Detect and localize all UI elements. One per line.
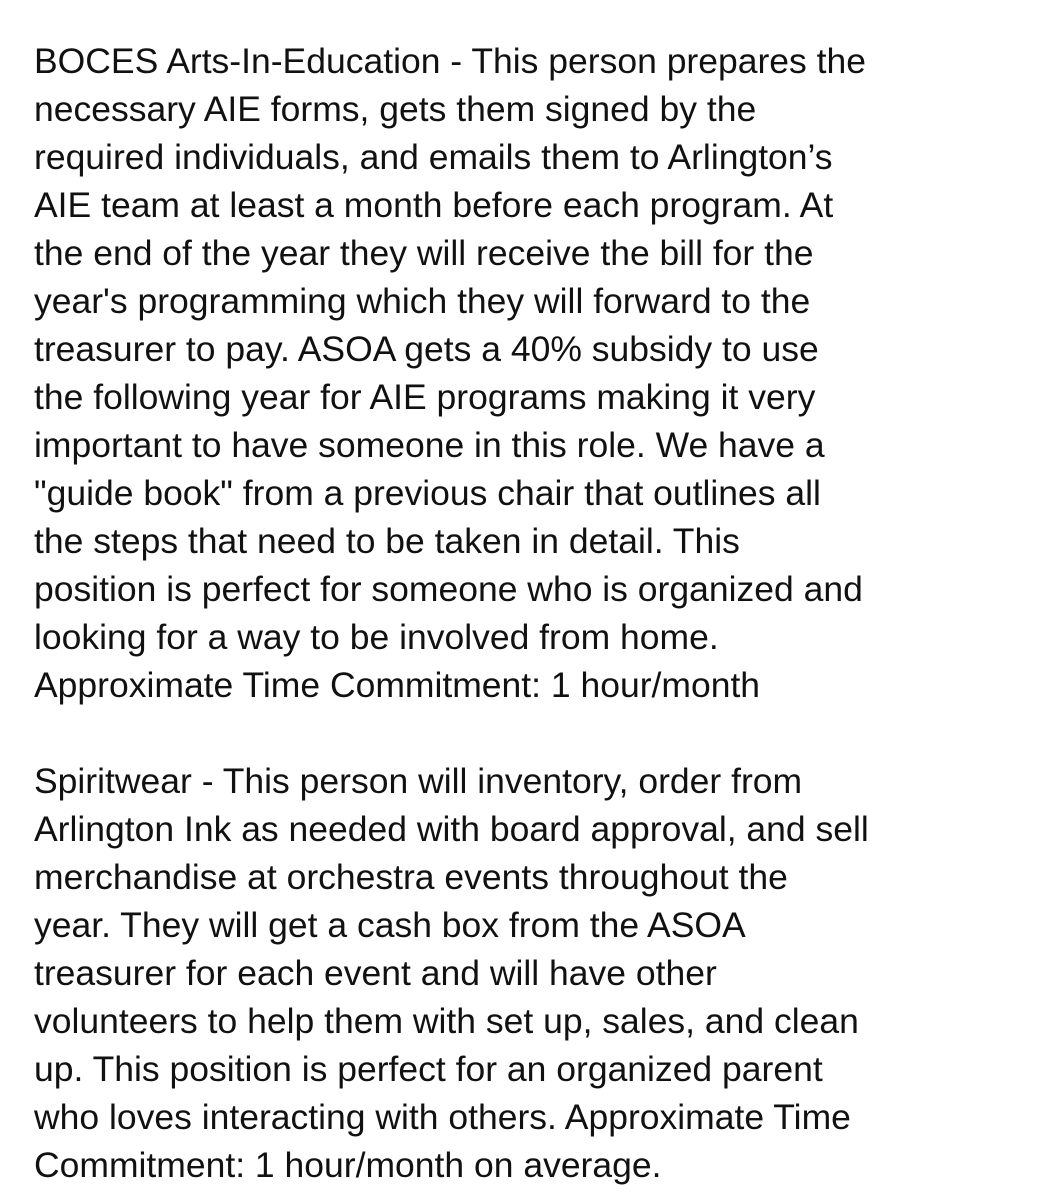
text-line: AIE team at least a month before each program. At [34,185,834,225]
text-line: the steps that need to be taken in detail. This [34,521,740,561]
text-line: BOCES Arts-In-Education - This person prepares the [34,41,867,81]
text-line: position is perfect for someone who is organized and [34,569,863,609]
text-line: "guide book" from a previous chair that outlines all [34,473,821,513]
text-line: the following year for AIE programs making it very [34,377,816,417]
text-line: up. This position is perfect for an organized parent [34,1049,823,1089]
text-line: important to have someone in this role. We have a [34,425,825,465]
note-document [34,37,1024,1189]
text-line: required individuals, and emails them to Arlington’s [34,137,833,177]
paragraph-boces-aie [34,37,1024,709]
text-line: who loves interacting with others. Approximate Time [34,1097,851,1137]
text-line: the end of the year they will receive the bill for the [34,233,814,273]
paragraph-spiritwear [34,757,1024,1189]
text-line: looking for a way to be involved from home. [34,617,719,657]
text-line: merchandise at orchestra events throughout the [34,857,788,897]
text-line: treasurer to pay. ASOA gets a 40% subsidy to use [34,329,819,369]
text-line: Arlington Ink as needed with board approval, and sell [34,809,869,849]
paragraph-spacer [34,709,1024,757]
text-line: treasurer for each event and will have other [34,953,717,993]
text-line: Commitment: 1 hour/month on average. [34,1145,662,1185]
text-line: necessary AIE forms, gets them signed by the [34,89,757,129]
text-line: Spiritwear - This person will inventory, order from [34,761,803,801]
text-line: year's programming which they will forward to the [34,281,811,321]
text-line: year. They will get a cash box from the ASOA [34,905,746,945]
text-line: volunteers to help them with set up, sales, and clean [34,1001,859,1041]
text-line: Approximate Time Commitment: 1 hour/month [34,665,761,705]
